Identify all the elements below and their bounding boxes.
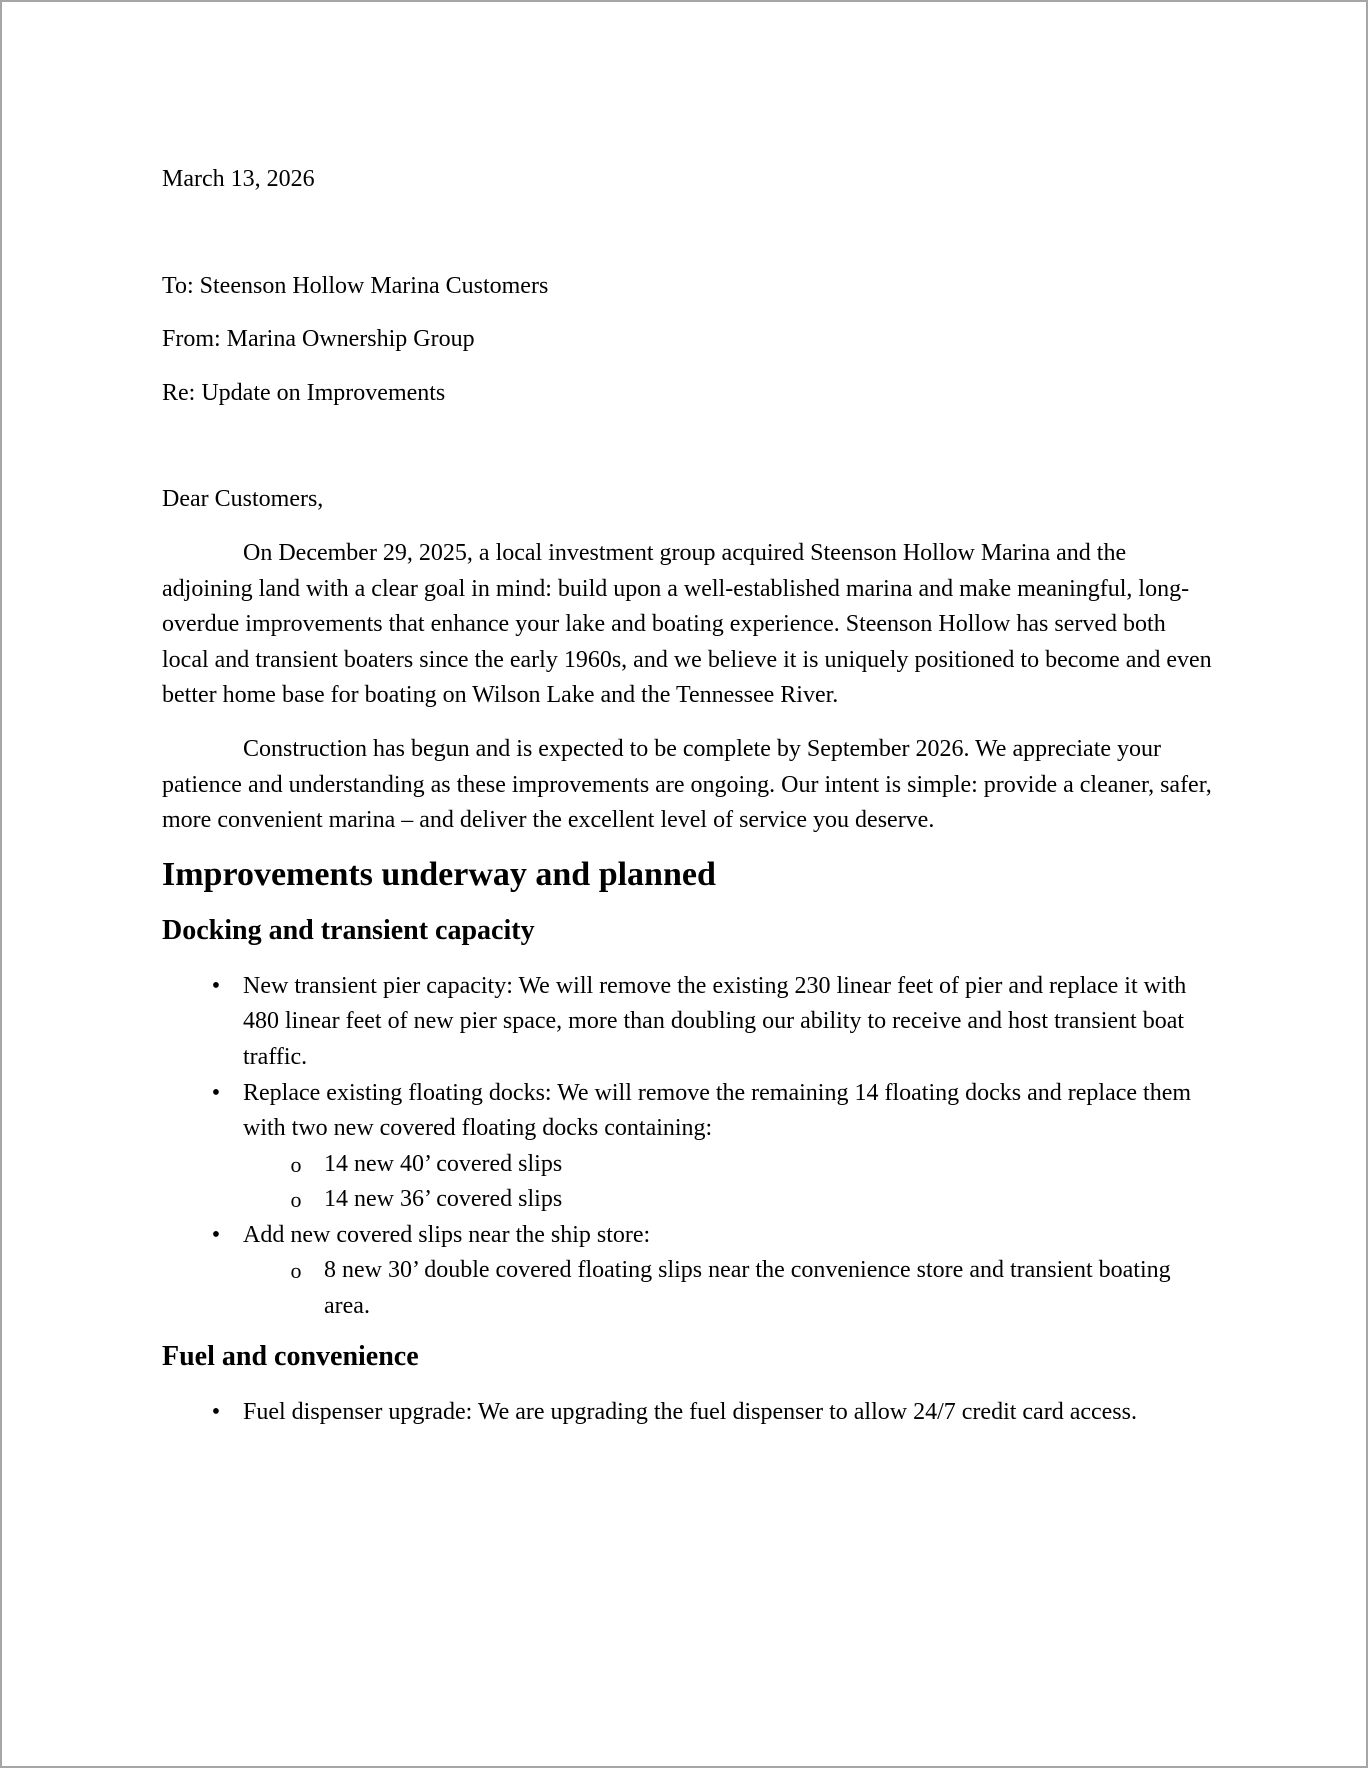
sub-list-item-text: 14 new 40’ covered slips xyxy=(324,1150,563,1177)
sub-list-item xyxy=(243,1182,1212,1218)
salutation: Dear Customers, xyxy=(162,486,324,513)
list-item xyxy=(162,1395,1212,1431)
bullet-icon: • xyxy=(211,1079,221,1106)
intro-paragraph: On December 29, 2025, a local investment group acquired Steenson Hollow Marina and the adjoining land with a clear goal in mind: build upon a well-established marina and make meaningful, long-overdue improvements that enhance your lake and boating experience. Steenson Hollow has served both local and transient boaters since the early 1960s, and we believe it is uniquely positioned to become and even better home base for boating on Wilson Lake and the Tennessee River. xyxy=(162,539,1212,709)
list-item-text: Add new covered slips near the ship store: xyxy=(243,1221,651,1248)
sub-bullet-list xyxy=(243,1253,1212,1324)
letter-body xyxy=(162,162,1212,1430)
section-heading-docking: Docking and transient capacity xyxy=(162,914,535,946)
section-heading-fuel: Fuel and convenience xyxy=(162,1340,419,1372)
main-heading: Improvements underway and planned xyxy=(162,855,716,893)
bullet-icon: • xyxy=(211,972,221,999)
list-item xyxy=(162,969,1212,1076)
list-item-text: New transient pier capacity: We will remove the existing 230 linear feet of pier and replace it with 480 linear feet of new pier space, more than doubling our ability to receive and host transient boat traffic. xyxy=(243,972,1187,1070)
sub-bullet-list xyxy=(243,1147,1212,1218)
hollow-bullet-icon: o xyxy=(290,1151,302,1177)
hollow-bullet-icon: o xyxy=(290,1187,302,1213)
sub-list-item xyxy=(243,1253,1212,1324)
fuel-bullet-list xyxy=(162,1395,1212,1431)
sub-list-item-text: 14 new 36’ covered slips xyxy=(324,1186,563,1213)
letter-date: March 13, 2026 xyxy=(162,166,315,192)
bullet-icon: • xyxy=(211,1221,221,1248)
sub-list-item-text: 8 new 30’ double covered floating slips near the convenience store and transient boating area. xyxy=(324,1257,1171,1320)
construction-paragraph: Construction has begun and is expected to be complete by September 2026. We appreciate your patience and understanding as these improvements are ongoing. Our intent is simple: provide a cleaner, safer, more convenient marina – and deliver the excellent level of service you deserve. xyxy=(162,735,1212,834)
list-item xyxy=(162,1076,1212,1218)
list-item-text: Replace existing floating docks: We will remove the remaining 14 floating docks and replace them with two new covered floating docks containing: xyxy=(243,1079,1192,1142)
sub-list-item xyxy=(243,1147,1212,1183)
memo-re-line: Re: Update on Improvements xyxy=(162,379,446,406)
memo-to-line: To: Steenson Hollow Marina Customers xyxy=(162,272,549,299)
docking-bullet-list xyxy=(162,969,1212,1325)
list-item-text: Fuel dispenser upgrade: We are upgrading the fuel dispenser to allow 24/7 credit card access. xyxy=(243,1398,1137,1425)
list-item xyxy=(162,1218,1212,1325)
hollow-bullet-icon: o xyxy=(290,1258,302,1284)
memo-from-line: From: Marina Ownership Group xyxy=(162,326,475,353)
bullet-icon: • xyxy=(211,1398,221,1425)
